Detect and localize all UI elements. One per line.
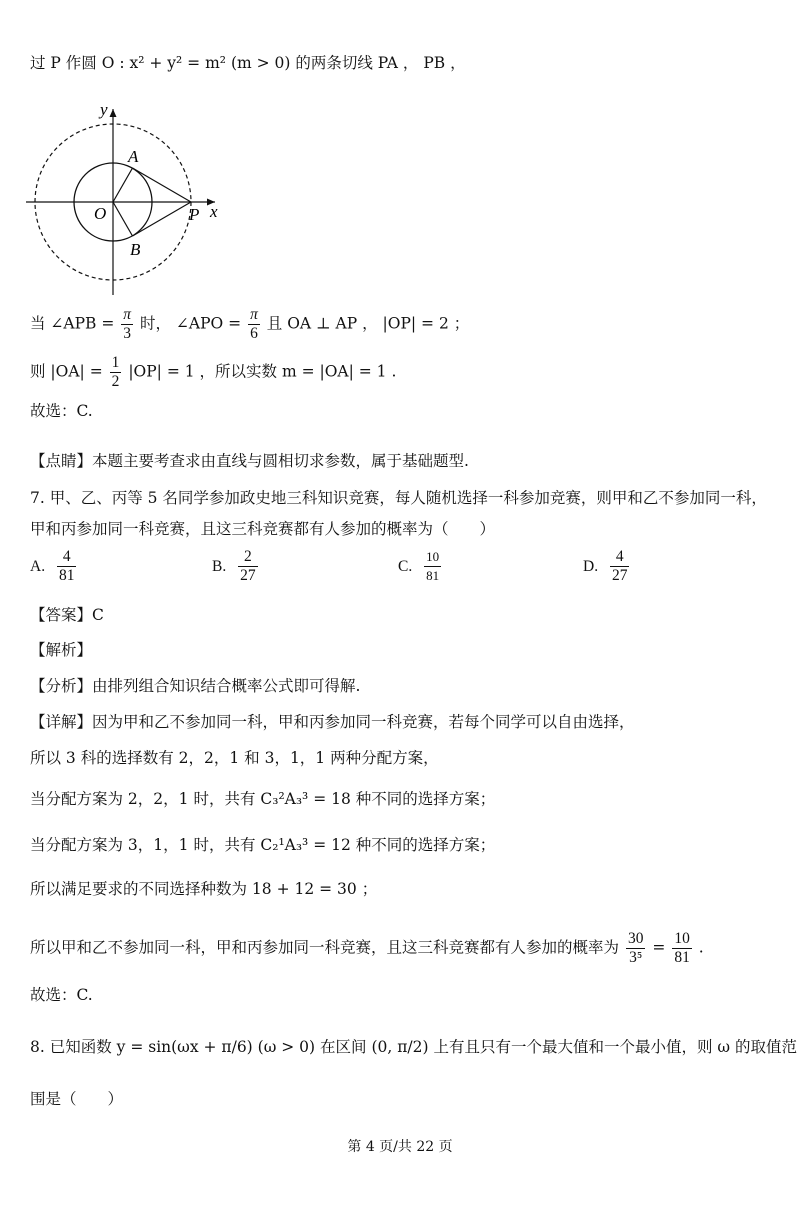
q7-option-a-label: A. (30, 557, 46, 575)
q7-detail1: 【详解】因为甲和乙不参加同一科，甲和丙参加同一科竞赛，若每个同学可以自由选择， (30, 713, 635, 731)
frac-pi-3 (121, 306, 133, 343)
q7-option-a-frac (57, 548, 77, 585)
q7-detail6-pre: 所以甲和乙不参加同一科，甲和丙参加同一科竞赛，且这三科竞赛都有人参加的概率为 (30, 938, 620, 957)
q7-analysis: 【解析】 (30, 641, 93, 659)
q7-detail4: 当分配方案为 3，1，1 时，共有 C₂¹A₃³ = 12 种不同的选择方案； (30, 836, 496, 854)
q7-option-a-num: 4 (57, 548, 77, 567)
tangent-pb (133, 202, 192, 236)
frac-1-2 (110, 354, 122, 391)
sol1-l2-pre: 则 |OA| = (30, 362, 103, 381)
q7-option-a-den: 81 (58, 567, 75, 584)
q7-option-c-num: 10 (424, 548, 441, 567)
q7-line1: 7. 甲、乙、丙等 5 名同学参加政史地三科知识竞赛，每人随机选择一科参加竞赛，则甲和乙不参加同一科， (30, 489, 767, 507)
q7-option-c-frac (424, 548, 441, 585)
frac-10-81 (672, 930, 692, 967)
q7-option-d-den: 27 (611, 567, 628, 584)
frac-30-35-den: 3⁵ (629, 949, 643, 966)
frac-1-2-num: 1 (111, 354, 120, 371)
frac-pi-3-num: π (123, 306, 132, 323)
sol1-l1-post: 且 OA ⊥ AP ， |OP| = 2 ； (266, 314, 470, 333)
q7-option-b-den: 27 (240, 567, 256, 584)
sol1-l2-post: |OP| = 1 ，所以实数 m = |OA| = 1 . (128, 362, 397, 381)
sol1-choice: 故选：C. (30, 402, 93, 420)
frac-1-2-den: 2 (111, 373, 120, 390)
frac-10-81-den: 81 (674, 949, 690, 966)
label-x: x (210, 202, 218, 221)
label-o: O (94, 204, 107, 223)
sol1-l1-mid: 时， ∠APO = (139, 314, 242, 333)
q8-line1: 8. 已知函数 y = sin(ωx + π/6) (ω > 0) 在区间 (0, π/2) 上有且只有一个最大值和一个最小值，则 ω 的取值范 (30, 1038, 797, 1056)
label-y: y (100, 100, 108, 119)
frac-pi-3-den: 3 (123, 325, 132, 342)
q7-option-b (212, 548, 260, 585)
frac-30-35 (626, 930, 646, 967)
label-b: B (130, 240, 141, 259)
segment-oa (113, 168, 133, 202)
frac-10-81-num: 10 (674, 930, 690, 947)
frac-pi-6-den: 6 (250, 325, 258, 342)
segment-ob (113, 202, 133, 236)
y-axis-arrow (110, 109, 117, 117)
sol1-line2 (30, 354, 396, 391)
q7-answer: 【答案】C (30, 606, 104, 624)
label-a: A (128, 147, 139, 166)
q7-detail6 (30, 930, 704, 967)
q7-option-b-frac (238, 548, 258, 585)
equals-sign: = (652, 938, 666, 957)
q7-option-c-den: 81 (426, 568, 440, 583)
sol1-line1 (30, 306, 469, 343)
sol1-l1-pre: 当 ∠APB = (30, 314, 115, 333)
q7-option-d-label: D. (583, 557, 599, 575)
period: . (698, 938, 704, 957)
q7-option-b-num: 2 (238, 548, 258, 567)
sol1-comment: 【点睛】本题主要考查求由直线与圆相切求参数，属于基础题型. (30, 452, 469, 470)
q7-option-d-num: 4 (610, 548, 630, 567)
q7-option-c-label: C. (398, 557, 413, 575)
q7-line2: 甲和丙参加同一科竞赛，且这三科竞赛都有人参加的概率为（ ） (30, 520, 496, 538)
frac-30-35-num: 30 (627, 930, 644, 947)
intro-text: 过 P 作圆 O : x² + y² = m² (m > 0) 的两条切线 PA ， PB ， (30, 54, 466, 72)
page-footer: 第 4 页/共 22 页 (347, 1139, 453, 1155)
q7-detail2: 所以 3 科的选择数有 2，2，1 和 3，1，1 两种分配方案， (30, 749, 439, 767)
label-p: P (189, 205, 200, 224)
q7-detail5: 所以满足要求的不同选择种数为 18 + 12 = 30 ； (30, 880, 378, 898)
frac-pi-6 (248, 306, 260, 343)
q7-option-a (30, 548, 78, 585)
tangent-figure (20, 95, 235, 300)
tangent-pa (133, 168, 192, 202)
q8-line2: 围是（ ） (30, 1090, 124, 1108)
q7-detail3: 当分配方案为 2，2，1 时，共有 C₃²A₃³ = 18 种不同的选择方案； (30, 790, 496, 808)
q7-option-b-label: B. (212, 557, 227, 575)
q7-option-d-frac (610, 548, 630, 585)
q7-choice: 故选：C. (30, 986, 93, 1004)
q7-option-d (583, 548, 631, 585)
q7-fenxi: 【分析】由排列组合知识结合概率公式即可得解. (30, 677, 361, 695)
q7-option-c (398, 548, 443, 585)
frac-pi-6-num: π (250, 306, 258, 323)
